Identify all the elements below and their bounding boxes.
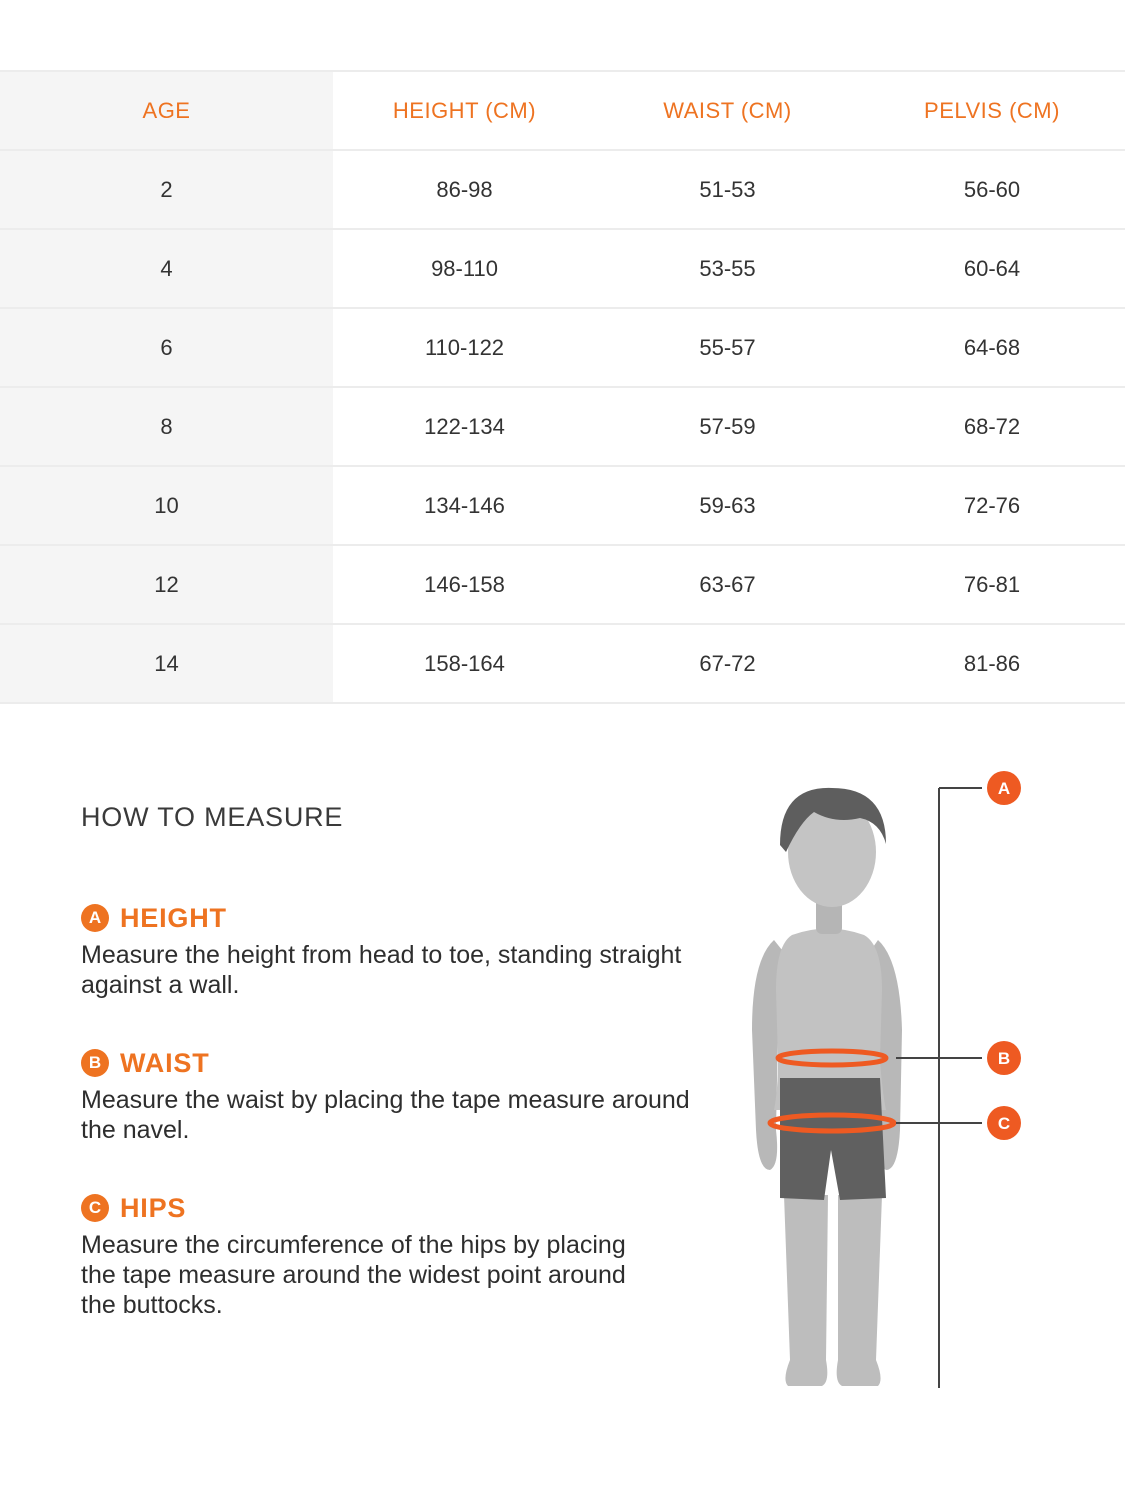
table-row xyxy=(0,150,1125,229)
cell-age: 6 xyxy=(0,308,333,387)
measure-item-hips xyxy=(81,1190,651,1320)
badge-b-icon: B xyxy=(81,1049,109,1077)
cell-pelvis: 56-60 xyxy=(859,150,1125,229)
svg-text:A: A xyxy=(997,779,1011,798)
cell-pelvis: 60-64 xyxy=(859,229,1125,308)
cell-height: 122-134 xyxy=(333,387,596,466)
how-to-measure-title: HOW TO MEASURE xyxy=(81,802,344,832)
cell-age: 10 xyxy=(0,466,333,545)
cell-pelvis: 68-72 xyxy=(859,387,1125,466)
measure-label-waist: WAIST xyxy=(120,1047,210,1078)
cell-pelvis: 64-68 xyxy=(859,308,1125,387)
cell-age: 12 xyxy=(0,545,333,624)
cell-waist: 59-63 xyxy=(596,466,859,545)
cell-waist: 51-53 xyxy=(596,150,859,229)
cell-waist: 67-72 xyxy=(596,624,859,703)
cell-age: 14 xyxy=(0,624,333,703)
measure-item-height xyxy=(81,900,691,1000)
column-header-pelvis: PELVIS (CM) xyxy=(859,71,1125,150)
svg-text:C: C xyxy=(997,1114,1011,1133)
marker-a-icon xyxy=(987,771,1021,805)
cell-age: 8 xyxy=(0,387,333,466)
cell-age: 2 xyxy=(0,150,333,229)
size-chart-table xyxy=(0,70,1125,704)
cell-age: 4 xyxy=(0,229,333,308)
table-header-row xyxy=(0,71,1125,150)
cell-height: 158-164 xyxy=(333,624,596,703)
cell-pelvis: 81-86 xyxy=(859,624,1125,703)
cell-height: 134-146 xyxy=(333,466,596,545)
marker-c-icon xyxy=(987,1106,1021,1140)
column-header-height: HEIGHT (CM) xyxy=(333,71,596,150)
cell-height: 86-98 xyxy=(333,150,596,229)
cell-waist: 53-55 xyxy=(596,229,859,308)
measure-desc-height: Measure the height from head to toe, standing straight against a wall. xyxy=(81,941,682,999)
table-row xyxy=(0,308,1125,387)
table-row xyxy=(0,229,1125,308)
measure-item-waist xyxy=(81,1045,691,1145)
marker-b-icon xyxy=(987,1041,1021,1075)
measure-desc-waist: Measure the waist by placing the tape measure around the navel. xyxy=(81,1086,690,1144)
measure-label-hips: HIPS xyxy=(120,1192,187,1223)
measure-desc-hips: Measure the circumference of the hips by placing the tape measure around the widest point around the buttocks. xyxy=(81,1231,626,1319)
column-header-waist: WAIST (CM) xyxy=(596,71,859,150)
cell-waist: 57-59 xyxy=(596,387,859,466)
cell-height: 146-158 xyxy=(333,545,596,624)
svg-text:B: B xyxy=(997,1049,1011,1068)
cell-pelvis: 76-81 xyxy=(859,545,1125,624)
table-row xyxy=(0,545,1125,624)
column-header-age: AGE xyxy=(0,71,333,150)
cell-waist: 55-57 xyxy=(596,308,859,387)
measurement-lines xyxy=(896,788,982,1388)
cell-height: 110-122 xyxy=(333,308,596,387)
measure-label-height: HEIGHT xyxy=(120,902,227,933)
table-row xyxy=(0,624,1125,703)
cell-waist: 63-67 xyxy=(596,545,859,624)
child-silhouette-icon xyxy=(752,788,902,1386)
child-measurement-figure xyxy=(740,760,1040,1400)
cell-pelvis: 72-76 xyxy=(859,466,1125,545)
table-row xyxy=(0,387,1125,466)
badge-a-icon: A xyxy=(81,904,109,932)
cell-height: 98-110 xyxy=(333,229,596,308)
badge-c-icon: C xyxy=(81,1194,109,1222)
table-row xyxy=(0,466,1125,545)
